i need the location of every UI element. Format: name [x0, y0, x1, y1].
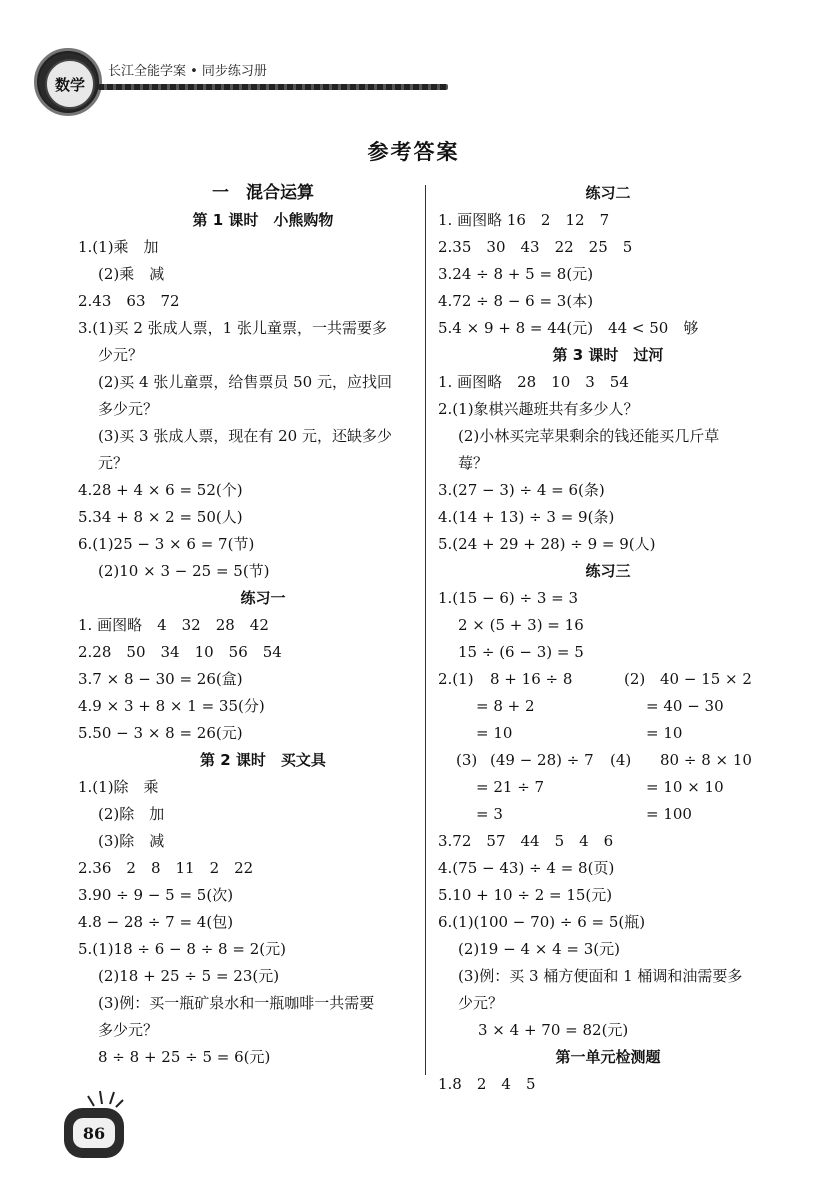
answer-line: 5.(24 + 29 + 28) ÷ 9 = 9(人)	[438, 535, 656, 553]
answer-line: 5.34 + 8 × 2 = 50(人)	[78, 508, 243, 526]
answer-line: 3.(1)买 2 张成人票，1 张儿童票，一共需要多	[78, 319, 387, 337]
calc-row	[438, 747, 778, 774]
practice3-title: 练习三	[585, 562, 631, 580]
calc-step: = 8 + 2	[476, 697, 535, 715]
answer-line: (3)例：买 3 桶方便面和 1 桶调和油需要多	[458, 967, 743, 985]
answer-line: 4.(14 + 13) ÷ 3 = 9(条)	[438, 508, 615, 526]
answer-line: 1. 画图略 4 32 28 42	[78, 616, 269, 634]
answer-line: 5.4 × 9 + 8 = 44(元) 44 < 50 够	[438, 319, 699, 337]
calc-label: (4)	[610, 751, 632, 769]
answer-line: (2)19 − 4 × 4 = 3(元)	[458, 940, 620, 958]
answer-line: 5.(1)18 ÷ 6 − 8 ÷ 8 = 2(元)	[78, 940, 286, 958]
answer-line: 多少元？	[98, 400, 159, 418]
answer-line: 少元？	[458, 994, 504, 1012]
calc-step: 8 + 16 ÷ 8	[490, 670, 573, 688]
lesson3-title: 第 3 课时 过河	[552, 346, 664, 364]
calc-step: 80 ÷ 8 × 10	[660, 751, 752, 769]
answer-line: 3.72 57 44 5 4 6	[438, 832, 614, 850]
unit-title: 一 混合运算	[212, 183, 314, 203]
header-decorative-rule	[98, 84, 448, 90]
answer-line: 2 × (5 + 3) = 16	[458, 616, 584, 634]
answer-line: 3.90 ÷ 9 − 5 = 5(次)	[78, 886, 234, 904]
answer-line: (2)买 4 张儿童票，给售票员 50 元，应找回	[98, 373, 392, 391]
answer-line: 6.(1)(100 − 70) ÷ 6 = 5(瓶)	[438, 913, 646, 931]
answer-line: 元？	[98, 454, 129, 472]
answer-line: 2.36 2 8 11 2 22	[78, 859, 254, 877]
answer-line: 4.(75 − 43) ÷ 4 = 8(页)	[438, 859, 615, 877]
calc-row	[438, 720, 778, 747]
calc-label: 2.(1)	[438, 670, 474, 688]
answer-line: 3.(27 − 3) ÷ 4 = 6(条)	[438, 481, 605, 499]
series-title: 长江全能学案 • 同步练习册	[108, 64, 267, 79]
answer-line: (2)小林买完苹果剩余的钱还能买几斤草	[458, 427, 720, 445]
calc-step: = 40 − 30	[646, 697, 724, 715]
answer-line: 5.50 − 3 × 8 = 26(元)	[78, 724, 243, 742]
answer-line: 1. 画图略 28 10 3 54	[438, 373, 629, 391]
answer-line: (2)18 + 25 ÷ 5 = 23(元)	[98, 967, 280, 985]
calc-row	[438, 774, 778, 801]
page-header	[28, 42, 428, 112]
calc-step: = 10 × 10	[646, 778, 724, 796]
practice1-title: 练习一	[240, 589, 286, 607]
answer-line: 15 ÷ (6 − 3) = 5	[458, 643, 584, 661]
page-number-badge	[64, 1108, 124, 1158]
answer-line: 2.35 30 43 22 25 5	[438, 238, 633, 256]
calc-step: = 3	[476, 805, 503, 823]
practice2-title: 练习二	[585, 184, 631, 202]
answer-line: 5.10 + 10 ÷ 2 = 15(元)	[438, 886, 613, 904]
calc-row	[438, 801, 778, 828]
answer-line: (3)除 减	[98, 832, 165, 850]
answer-line: (3)例：买一瓶矿泉水和一瓶咖啡一共需要	[98, 994, 375, 1012]
answer-line: 4.28 + 4 × 6 = 52(个)	[78, 481, 243, 499]
answer-line: 多少元？	[98, 1021, 159, 1039]
answer-line: 1.(1)乘 加	[78, 238, 159, 256]
calc-step: = 10	[646, 724, 683, 742]
answer-line: 2.(1)象棋兴趣班共有多少人？	[438, 400, 639, 418]
answer-line: (2)10 × 3 − 25 = 5(节)	[98, 562, 270, 580]
page-number: 86	[73, 1118, 115, 1148]
answer-line: (2)除 加	[98, 805, 165, 823]
answer-line: 4.8 − 28 ÷ 7 = 4(包)	[78, 913, 234, 931]
lesson1-title: 第 1 课时 小熊购物	[192, 211, 334, 229]
answer-line: (3)买 3 张成人票，现在有 20 元，还缺多少	[98, 427, 392, 445]
calc-step: = 10	[476, 724, 513, 742]
calc-step: 40 − 15 × 2	[660, 670, 752, 688]
calc-step: = 21 ÷ 7	[476, 778, 545, 796]
answer-line: 1.(15 − 6) ÷ 3 = 3	[438, 589, 579, 607]
subject-badge	[34, 48, 102, 116]
answer-line: 1. 画图略 16 2 12 7	[438, 211, 610, 229]
calc-label: (3)	[456, 751, 478, 769]
answer-line: 2.28 50 34 10 56 54	[78, 643, 282, 661]
left-column	[78, 180, 448, 1071]
answer-line: 莓？	[458, 454, 489, 472]
sparkle-icon	[84, 1088, 124, 1108]
calc-row	[438, 693, 778, 720]
page-title: 参考答案	[367, 140, 460, 164]
answer-line: 6.(1)25 − 3 × 6 = 7(节)	[78, 535, 255, 553]
calc-step: = 100	[646, 805, 692, 823]
answer-line: 4.9 × 3 + 8 × 1 = 35(分)	[78, 697, 265, 715]
answer-line: 3 × 4 + 70 = 82(元)	[478, 1021, 629, 1039]
lesson2-title: 第 2 课时 买文具	[200, 751, 326, 769]
right-column	[438, 180, 778, 1098]
answer-line: 8 ÷ 8 + 25 ÷ 5 = 6(元)	[98, 1048, 271, 1066]
subject-badge-label: 数学	[45, 59, 95, 109]
calc-label: (2)	[624, 670, 646, 688]
answer-line: 少元？	[98, 346, 144, 364]
answer-line: 3.24 ÷ 8 + 5 = 8(元)	[438, 265, 594, 283]
answer-line: 1.8 2 4 5	[438, 1075, 536, 1093]
answer-line: 4.72 ÷ 8 − 6 = 3(本)	[438, 292, 594, 310]
answer-line: 2.43 63 72	[78, 292, 180, 310]
answer-line: (2)乘 减	[98, 265, 165, 283]
answer-line: 3.7 × 8 − 30 = 26(盒)	[78, 670, 243, 688]
calc-row	[438, 666, 778, 693]
unit-test-title: 第一单元检测题	[555, 1048, 661, 1066]
calc-step: (49 − 28) ÷ 7	[490, 751, 594, 769]
answer-line: 1.(1)除 乘	[78, 778, 159, 796]
